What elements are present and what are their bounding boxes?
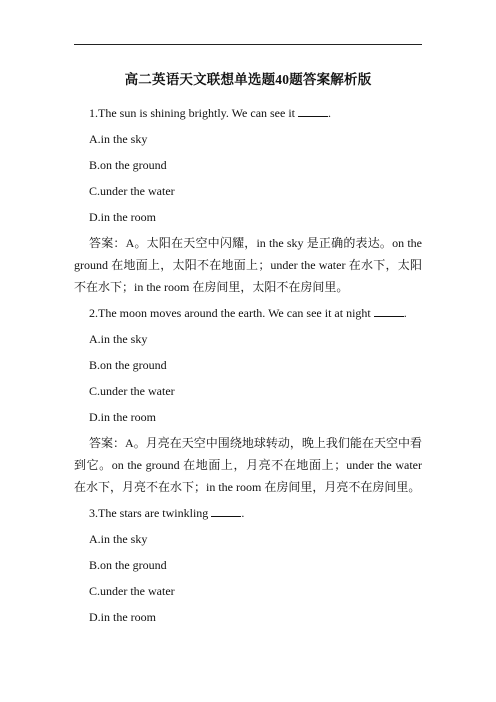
- answer-explanation: 答案：A。月亮在天空中围绕地球转动，晚上我们能在天空中看到它。on the ground 在地面上，月亮不在地面上；under the water 在水下，月亮不在水下；in the room 在房间里，月亮不在房间里。: [74, 436, 422, 494]
- option-a: A.in the sky: [89, 332, 148, 346]
- option-c: C.under the water: [89, 184, 175, 198]
- question-stem: [74, 100, 422, 126]
- option-c: C.under the water: [89, 384, 175, 398]
- option-b: B.on the ground: [89, 558, 167, 572]
- question-stem: [74, 500, 422, 526]
- option-a: A.in the sky: [89, 132, 148, 146]
- option-c: C.under the water: [89, 584, 175, 598]
- document-title: 高二英语天文联想单选题40题答案解析版: [124, 72, 372, 87]
- question-text: 1.The sun is shining brightly. We can see it: [89, 106, 299, 120]
- question-text: 3.The stars are twinkling: [89, 506, 212, 520]
- option-b: B.on the ground: [89, 158, 167, 172]
- answer-blank: [211, 506, 241, 517]
- option-d: D.in the room: [89, 210, 156, 224]
- option-a: A.in the sky: [89, 532, 148, 546]
- question-text-end: .: [328, 106, 332, 120]
- question-text-end: .: [403, 306, 407, 320]
- question-stem: [74, 300, 422, 326]
- answer-blank: [374, 306, 404, 317]
- question-text: 2.The moon moves around the earth. We can see it at night: [89, 306, 374, 320]
- option-b: B.on the ground: [89, 358, 167, 372]
- document-body: [74, 100, 422, 630]
- question-text-end: .: [241, 506, 245, 520]
- answer-blank: [298, 106, 328, 117]
- header-rule: [74, 44, 422, 45]
- option-d: D.in the room: [89, 610, 156, 624]
- answer-explanation: 答案：A。太阳在天空中闪耀，in the sky 是正确的表达。on the ground 在地面上，太阳不在地面上；under the water 在水下，太阳不在水下；in the room 在房间里，太阳不在房间里。: [74, 236, 422, 294]
- option-d: D.in the room: [89, 410, 156, 424]
